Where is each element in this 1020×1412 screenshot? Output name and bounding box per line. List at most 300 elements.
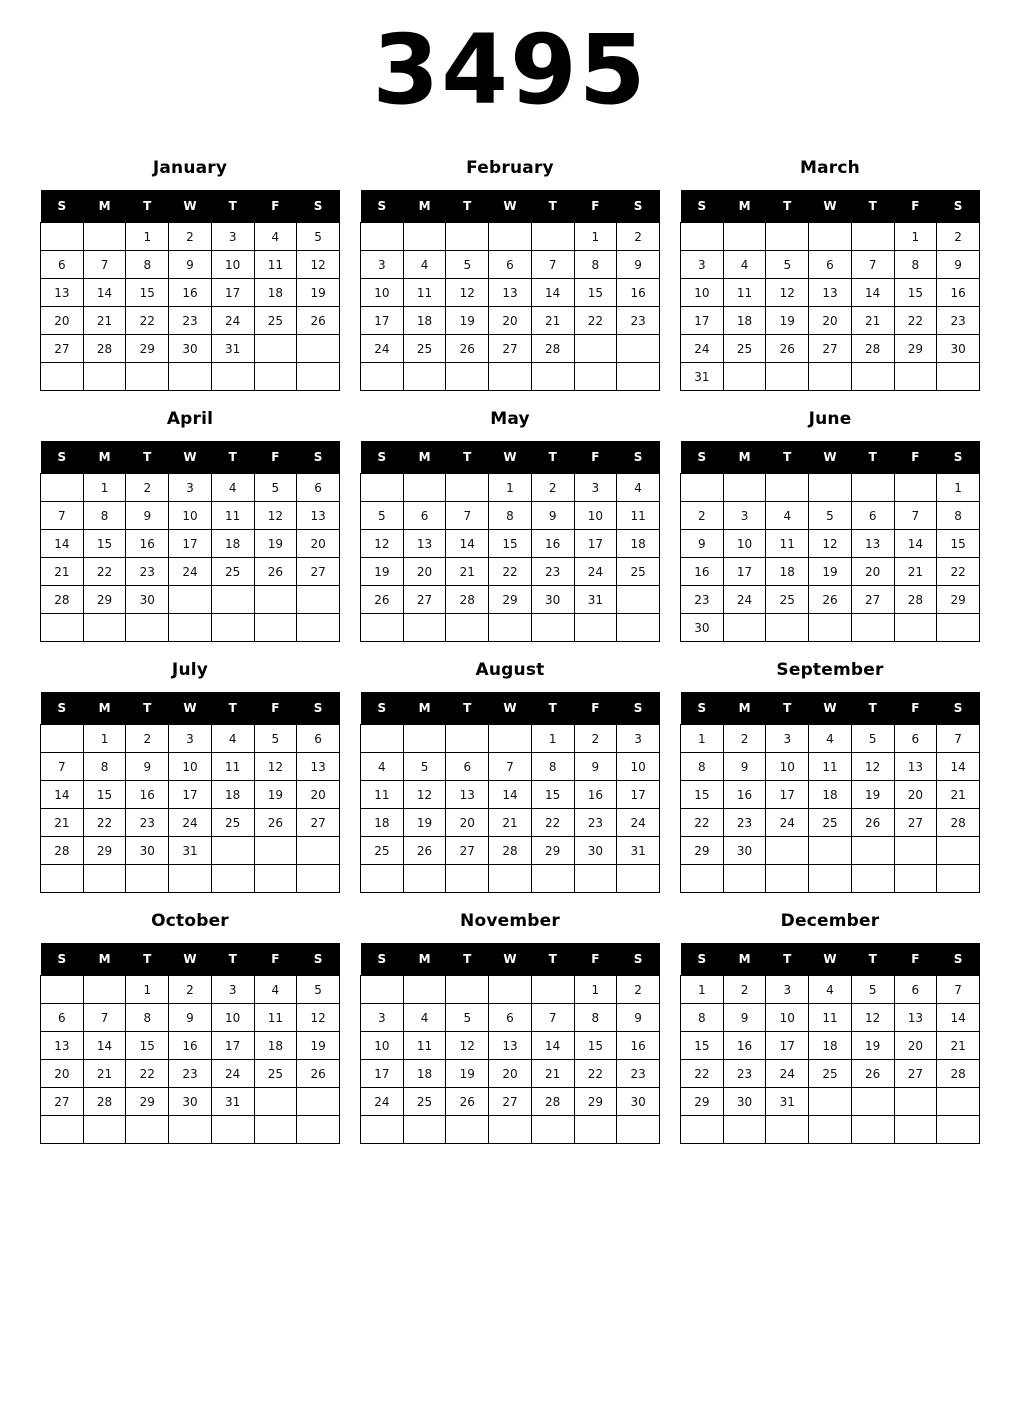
day-cell[interactable]: 1: [894, 223, 937, 251]
day-cell[interactable]: 20: [489, 307, 532, 335]
day-cell[interactable]: 11: [809, 753, 852, 781]
day-cell[interactable]: 20: [894, 781, 937, 809]
day-cell[interactable]: 19: [254, 530, 297, 558]
day-cell[interactable]: 24: [169, 558, 212, 586]
day-cell[interactable]: 12: [403, 781, 446, 809]
day-cell[interactable]: 28: [83, 335, 126, 363]
day-cell[interactable]: 13: [894, 1004, 937, 1032]
day-cell[interactable]: 6: [489, 1004, 532, 1032]
day-cell[interactable]: 29: [894, 335, 937, 363]
day-cell[interactable]: 31: [211, 1088, 254, 1116]
day-cell[interactable]: 10: [766, 1004, 809, 1032]
day-cell[interactable]: 31: [766, 1088, 809, 1116]
day-cell[interactable]: 10: [574, 502, 617, 530]
day-cell[interactable]: 12: [809, 530, 852, 558]
day-cell[interactable]: 11: [809, 1004, 852, 1032]
day-cell[interactable]: 15: [489, 530, 532, 558]
day-cell[interactable]: 19: [297, 279, 340, 307]
day-cell[interactable]: 18: [254, 279, 297, 307]
day-cell[interactable]: 12: [851, 1004, 894, 1032]
day-cell[interactable]: 25: [211, 809, 254, 837]
day-cell[interactable]: 29: [574, 1088, 617, 1116]
day-cell[interactable]: 15: [531, 781, 574, 809]
day-cell[interactable]: 15: [83, 781, 126, 809]
day-cell[interactable]: 5: [446, 251, 489, 279]
day-cell[interactable]: 7: [937, 976, 980, 1004]
day-cell[interactable]: 8: [126, 251, 169, 279]
day-cell[interactable]: 13: [297, 502, 340, 530]
day-cell[interactable]: 25: [361, 837, 404, 865]
day-cell[interactable]: 24: [361, 1088, 404, 1116]
day-cell[interactable]: 8: [681, 753, 724, 781]
day-cell[interactable]: 25: [617, 558, 660, 586]
day-cell[interactable]: 25: [809, 1060, 852, 1088]
day-cell[interactable]: 10: [211, 1004, 254, 1032]
day-cell[interactable]: 4: [211, 725, 254, 753]
day-cell[interactable]: 1: [83, 725, 126, 753]
day-cell[interactable]: 20: [894, 1032, 937, 1060]
day-cell[interactable]: 14: [531, 1032, 574, 1060]
day-cell[interactable]: 21: [894, 558, 937, 586]
day-cell[interactable]: 21: [531, 1060, 574, 1088]
day-cell[interactable]: 29: [126, 1088, 169, 1116]
day-cell[interactable]: 13: [403, 530, 446, 558]
day-cell[interactable]: 12: [254, 502, 297, 530]
day-cell[interactable]: 3: [361, 251, 404, 279]
day-cell[interactable]: 5: [254, 474, 297, 502]
day-cell[interactable]: 22: [894, 307, 937, 335]
day-cell[interactable]: 30: [574, 837, 617, 865]
day-cell[interactable]: 27: [809, 335, 852, 363]
day-cell[interactable]: 15: [574, 279, 617, 307]
day-cell[interactable]: 15: [937, 530, 980, 558]
day-cell[interactable]: 24: [574, 558, 617, 586]
day-cell[interactable]: 11: [211, 753, 254, 781]
day-cell[interactable]: 2: [617, 223, 660, 251]
day-cell[interactable]: 27: [297, 809, 340, 837]
day-cell[interactable]: 13: [851, 530, 894, 558]
day-cell[interactable]: 4: [809, 725, 852, 753]
day-cell[interactable]: 23: [617, 307, 660, 335]
day-cell[interactable]: 1: [489, 474, 532, 502]
day-cell[interactable]: 9: [126, 502, 169, 530]
day-cell[interactable]: 10: [723, 530, 766, 558]
day-cell[interactable]: 23: [169, 307, 212, 335]
day-cell[interactable]: 5: [403, 753, 446, 781]
day-cell[interactable]: 11: [361, 781, 404, 809]
day-cell[interactable]: 4: [809, 976, 852, 1004]
day-cell[interactable]: 21: [937, 1032, 980, 1060]
day-cell[interactable]: 3: [574, 474, 617, 502]
day-cell[interactable]: 13: [809, 279, 852, 307]
day-cell[interactable]: 11: [254, 1004, 297, 1032]
day-cell[interactable]: 11: [723, 279, 766, 307]
day-cell[interactable]: 19: [361, 558, 404, 586]
day-cell[interactable]: 13: [489, 1032, 532, 1060]
day-cell[interactable]: 3: [681, 251, 724, 279]
day-cell[interactable]: 1: [937, 474, 980, 502]
day-cell[interactable]: 22: [937, 558, 980, 586]
day-cell[interactable]: 8: [531, 753, 574, 781]
day-cell[interactable]: 6: [297, 725, 340, 753]
day-cell[interactable]: 23: [937, 307, 980, 335]
day-cell[interactable]: 10: [361, 279, 404, 307]
day-cell[interactable]: 30: [617, 1088, 660, 1116]
day-cell[interactable]: 14: [83, 279, 126, 307]
day-cell[interactable]: 23: [126, 558, 169, 586]
day-cell[interactable]: 3: [361, 1004, 404, 1032]
day-cell[interactable]: 4: [211, 474, 254, 502]
day-cell[interactable]: 10: [361, 1032, 404, 1060]
day-cell[interactable]: 29: [83, 586, 126, 614]
day-cell[interactable]: 26: [446, 1088, 489, 1116]
day-cell[interactable]: 13: [41, 1032, 84, 1060]
day-cell[interactable]: 16: [723, 781, 766, 809]
day-cell[interactable]: 14: [531, 279, 574, 307]
day-cell[interactable]: 2: [126, 474, 169, 502]
day-cell[interactable]: 16: [169, 279, 212, 307]
day-cell[interactable]: 2: [574, 725, 617, 753]
day-cell[interactable]: 31: [169, 837, 212, 865]
day-cell[interactable]: 21: [446, 558, 489, 586]
day-cell[interactable]: 6: [446, 753, 489, 781]
day-cell[interactable]: 25: [723, 335, 766, 363]
day-cell[interactable]: 23: [723, 809, 766, 837]
day-cell[interactable]: 9: [126, 753, 169, 781]
day-cell[interactable]: 3: [766, 976, 809, 1004]
day-cell[interactable]: 8: [126, 1004, 169, 1032]
day-cell[interactable]: 5: [766, 251, 809, 279]
day-cell[interactable]: 2: [937, 223, 980, 251]
day-cell[interactable]: 1: [574, 976, 617, 1004]
day-cell[interactable]: 17: [169, 781, 212, 809]
day-cell[interactable]: 1: [531, 725, 574, 753]
day-cell[interactable]: 26: [254, 558, 297, 586]
day-cell[interactable]: 11: [617, 502, 660, 530]
day-cell[interactable]: 22: [574, 1060, 617, 1088]
day-cell[interactable]: 15: [894, 279, 937, 307]
day-cell[interactable]: 7: [894, 502, 937, 530]
day-cell[interactable]: 27: [41, 1088, 84, 1116]
day-cell[interactable]: 18: [211, 530, 254, 558]
day-cell[interactable]: 19: [254, 781, 297, 809]
day-cell[interactable]: 25: [254, 307, 297, 335]
day-cell[interactable]: 1: [126, 223, 169, 251]
day-cell[interactable]: 19: [446, 1060, 489, 1088]
day-cell[interactable]: 1: [681, 976, 724, 1004]
day-cell[interactable]: 4: [766, 502, 809, 530]
day-cell[interactable]: 28: [41, 837, 84, 865]
day-cell[interactable]: 6: [41, 251, 84, 279]
day-cell[interactable]: 14: [446, 530, 489, 558]
day-cell[interactable]: 21: [489, 809, 532, 837]
day-cell[interactable]: 16: [723, 1032, 766, 1060]
day-cell[interactable]: 18: [403, 1060, 446, 1088]
day-cell[interactable]: 5: [361, 502, 404, 530]
day-cell[interactable]: 15: [126, 279, 169, 307]
day-cell[interactable]: 6: [809, 251, 852, 279]
day-cell[interactable]: 5: [254, 725, 297, 753]
day-cell[interactable]: 7: [531, 251, 574, 279]
day-cell[interactable]: 2: [169, 223, 212, 251]
day-cell[interactable]: 8: [489, 502, 532, 530]
day-cell[interactable]: 14: [851, 279, 894, 307]
day-cell[interactable]: 22: [574, 307, 617, 335]
day-cell[interactable]: 9: [531, 502, 574, 530]
day-cell[interactable]: 24: [723, 586, 766, 614]
day-cell[interactable]: 23: [574, 809, 617, 837]
day-cell[interactable]: 5: [851, 725, 894, 753]
day-cell[interactable]: 26: [766, 335, 809, 363]
day-cell[interactable]: 13: [41, 279, 84, 307]
day-cell[interactable]: 18: [617, 530, 660, 558]
day-cell[interactable]: 3: [169, 474, 212, 502]
day-cell[interactable]: 7: [531, 1004, 574, 1032]
day-cell[interactable]: 17: [766, 1032, 809, 1060]
day-cell[interactable]: 19: [851, 781, 894, 809]
day-cell[interactable]: 23: [681, 586, 724, 614]
day-cell[interactable]: 24: [211, 307, 254, 335]
day-cell[interactable]: 21: [937, 781, 980, 809]
day-cell[interactable]: 3: [723, 502, 766, 530]
day-cell[interactable]: 14: [83, 1032, 126, 1060]
day-cell[interactable]: 10: [766, 753, 809, 781]
day-cell[interactable]: 18: [211, 781, 254, 809]
day-cell[interactable]: 10: [169, 753, 212, 781]
day-cell[interactable]: 23: [617, 1060, 660, 1088]
day-cell[interactable]: 31: [211, 335, 254, 363]
day-cell[interactable]: 17: [361, 1060, 404, 1088]
day-cell[interactable]: 7: [937, 725, 980, 753]
day-cell[interactable]: 12: [254, 753, 297, 781]
day-cell[interactable]: 4: [361, 753, 404, 781]
day-cell[interactable]: 28: [937, 1060, 980, 1088]
day-cell[interactable]: 10: [617, 753, 660, 781]
day-cell[interactable]: 17: [766, 781, 809, 809]
day-cell[interactable]: 26: [254, 809, 297, 837]
day-cell[interactable]: 26: [809, 586, 852, 614]
day-cell[interactable]: 20: [41, 1060, 84, 1088]
day-cell[interactable]: 17: [211, 1032, 254, 1060]
day-cell[interactable]: 16: [169, 1032, 212, 1060]
day-cell[interactable]: 18: [254, 1032, 297, 1060]
day-cell[interactable]: 12: [851, 753, 894, 781]
day-cell[interactable]: 6: [894, 976, 937, 1004]
day-cell[interactable]: 8: [894, 251, 937, 279]
day-cell[interactable]: 27: [894, 809, 937, 837]
day-cell[interactable]: 11: [254, 251, 297, 279]
day-cell[interactable]: 17: [681, 307, 724, 335]
day-cell[interactable]: 9: [723, 753, 766, 781]
day-cell[interactable]: 9: [681, 530, 724, 558]
day-cell[interactable]: 14: [41, 781, 84, 809]
day-cell[interactable]: 5: [297, 976, 340, 1004]
day-cell[interactable]: 13: [894, 753, 937, 781]
day-cell[interactable]: 6: [489, 251, 532, 279]
day-cell[interactable]: 6: [851, 502, 894, 530]
day-cell[interactable]: 12: [361, 530, 404, 558]
day-cell[interactable]: 7: [41, 753, 84, 781]
day-cell[interactable]: 20: [297, 781, 340, 809]
day-cell[interactable]: 19: [851, 1032, 894, 1060]
day-cell[interactable]: 10: [681, 279, 724, 307]
day-cell[interactable]: 16: [681, 558, 724, 586]
day-cell[interactable]: 27: [851, 586, 894, 614]
day-cell[interactable]: 4: [617, 474, 660, 502]
day-cell[interactable]: 7: [83, 251, 126, 279]
day-cell[interactable]: 15: [126, 1032, 169, 1060]
day-cell[interactable]: 24: [169, 809, 212, 837]
day-cell[interactable]: 22: [126, 1060, 169, 1088]
day-cell[interactable]: 4: [723, 251, 766, 279]
day-cell[interactable]: 4: [403, 1004, 446, 1032]
day-cell[interactable]: 22: [531, 809, 574, 837]
day-cell[interactable]: 12: [297, 1004, 340, 1032]
day-cell[interactable]: 12: [446, 279, 489, 307]
day-cell[interactable]: 3: [617, 725, 660, 753]
day-cell[interactable]: 28: [851, 335, 894, 363]
day-cell[interactable]: 29: [83, 837, 126, 865]
day-cell[interactable]: 14: [937, 753, 980, 781]
day-cell[interactable]: 25: [254, 1060, 297, 1088]
day-cell[interactable]: 20: [809, 307, 852, 335]
day-cell[interactable]: 30: [681, 614, 724, 642]
day-cell[interactable]: 31: [681, 363, 724, 391]
day-cell[interactable]: 29: [489, 586, 532, 614]
day-cell[interactable]: 9: [574, 753, 617, 781]
day-cell[interactable]: 8: [681, 1004, 724, 1032]
day-cell[interactable]: 19: [446, 307, 489, 335]
day-cell[interactable]: 8: [83, 753, 126, 781]
day-cell[interactable]: 28: [894, 586, 937, 614]
day-cell[interactable]: 24: [361, 335, 404, 363]
day-cell[interactable]: 7: [83, 1004, 126, 1032]
day-cell[interactable]: 27: [489, 1088, 532, 1116]
day-cell[interactable]: 13: [446, 781, 489, 809]
day-cell[interactable]: 23: [169, 1060, 212, 1088]
day-cell[interactable]: 2: [723, 725, 766, 753]
day-cell[interactable]: 18: [361, 809, 404, 837]
day-cell[interactable]: 6: [403, 502, 446, 530]
day-cell[interactable]: 18: [766, 558, 809, 586]
day-cell[interactable]: 11: [403, 279, 446, 307]
day-cell[interactable]: 15: [681, 781, 724, 809]
day-cell[interactable]: 29: [126, 335, 169, 363]
day-cell[interactable]: 30: [937, 335, 980, 363]
day-cell[interactable]: 1: [126, 976, 169, 1004]
day-cell[interactable]: 25: [766, 586, 809, 614]
day-cell[interactable]: 4: [254, 976, 297, 1004]
day-cell[interactable]: 4: [403, 251, 446, 279]
day-cell[interactable]: 26: [851, 809, 894, 837]
day-cell[interactable]: 7: [41, 502, 84, 530]
day-cell[interactable]: 2: [126, 725, 169, 753]
day-cell[interactable]: 1: [574, 223, 617, 251]
day-cell[interactable]: 9: [723, 1004, 766, 1032]
day-cell[interactable]: 22: [126, 307, 169, 335]
day-cell[interactable]: 24: [681, 335, 724, 363]
day-cell[interactable]: 1: [681, 725, 724, 753]
day-cell[interactable]: 30: [531, 586, 574, 614]
day-cell[interactable]: 28: [489, 837, 532, 865]
day-cell[interactable]: 2: [681, 502, 724, 530]
day-cell[interactable]: 24: [766, 809, 809, 837]
day-cell[interactable]: 21: [531, 307, 574, 335]
day-cell[interactable]: 19: [403, 809, 446, 837]
day-cell[interactable]: 29: [937, 586, 980, 614]
day-cell[interactable]: 25: [809, 809, 852, 837]
day-cell[interactable]: 16: [126, 781, 169, 809]
day-cell[interactable]: 30: [723, 1088, 766, 1116]
day-cell[interactable]: 28: [41, 586, 84, 614]
day-cell[interactable]: 17: [211, 279, 254, 307]
day-cell[interactable]: 27: [894, 1060, 937, 1088]
day-cell[interactable]: 20: [851, 558, 894, 586]
day-cell[interactable]: 20: [403, 558, 446, 586]
day-cell[interactable]: 19: [297, 1032, 340, 1060]
day-cell[interactable]: 3: [211, 223, 254, 251]
day-cell[interactable]: 14: [41, 530, 84, 558]
day-cell[interactable]: 15: [681, 1032, 724, 1060]
day-cell[interactable]: 9: [617, 1004, 660, 1032]
day-cell[interactable]: 21: [83, 307, 126, 335]
day-cell[interactable]: 31: [574, 586, 617, 614]
day-cell[interactable]: 20: [41, 307, 84, 335]
day-cell[interactable]: 26: [297, 1060, 340, 1088]
day-cell[interactable]: 16: [937, 279, 980, 307]
day-cell[interactable]: 21: [851, 307, 894, 335]
day-cell[interactable]: 21: [83, 1060, 126, 1088]
day-cell[interactable]: 16: [574, 781, 617, 809]
day-cell[interactable]: 5: [851, 976, 894, 1004]
day-cell[interactable]: 26: [361, 586, 404, 614]
day-cell[interactable]: 21: [41, 809, 84, 837]
day-cell[interactable]: 28: [83, 1088, 126, 1116]
day-cell[interactable]: 18: [723, 307, 766, 335]
day-cell[interactable]: 12: [766, 279, 809, 307]
day-cell[interactable]: 28: [531, 1088, 574, 1116]
day-cell[interactable]: 30: [169, 335, 212, 363]
day-cell[interactable]: 17: [617, 781, 660, 809]
day-cell[interactable]: 15: [83, 530, 126, 558]
day-cell[interactable]: 7: [489, 753, 532, 781]
day-cell[interactable]: 16: [617, 1032, 660, 1060]
day-cell[interactable]: 27: [41, 335, 84, 363]
day-cell[interactable]: 15: [574, 1032, 617, 1060]
day-cell[interactable]: 13: [297, 753, 340, 781]
day-cell[interactable]: 12: [446, 1032, 489, 1060]
day-cell[interactable]: 3: [169, 725, 212, 753]
day-cell[interactable]: 3: [766, 725, 809, 753]
day-cell[interactable]: 9: [169, 1004, 212, 1032]
day-cell[interactable]: 27: [403, 586, 446, 614]
day-cell[interactable]: 30: [126, 837, 169, 865]
day-cell[interactable]: 5: [809, 502, 852, 530]
day-cell[interactable]: 24: [617, 809, 660, 837]
day-cell[interactable]: 31: [617, 837, 660, 865]
day-cell[interactable]: 11: [211, 502, 254, 530]
day-cell[interactable]: 28: [531, 335, 574, 363]
day-cell[interactable]: 26: [297, 307, 340, 335]
day-cell[interactable]: 22: [83, 809, 126, 837]
day-cell[interactable]: 10: [169, 502, 212, 530]
day-cell[interactable]: 8: [574, 251, 617, 279]
day-cell[interactable]: 5: [297, 223, 340, 251]
day-cell[interactable]: 27: [489, 335, 532, 363]
day-cell[interactable]: 5: [446, 1004, 489, 1032]
day-cell[interactable]: 10: [211, 251, 254, 279]
day-cell[interactable]: 4: [254, 223, 297, 251]
